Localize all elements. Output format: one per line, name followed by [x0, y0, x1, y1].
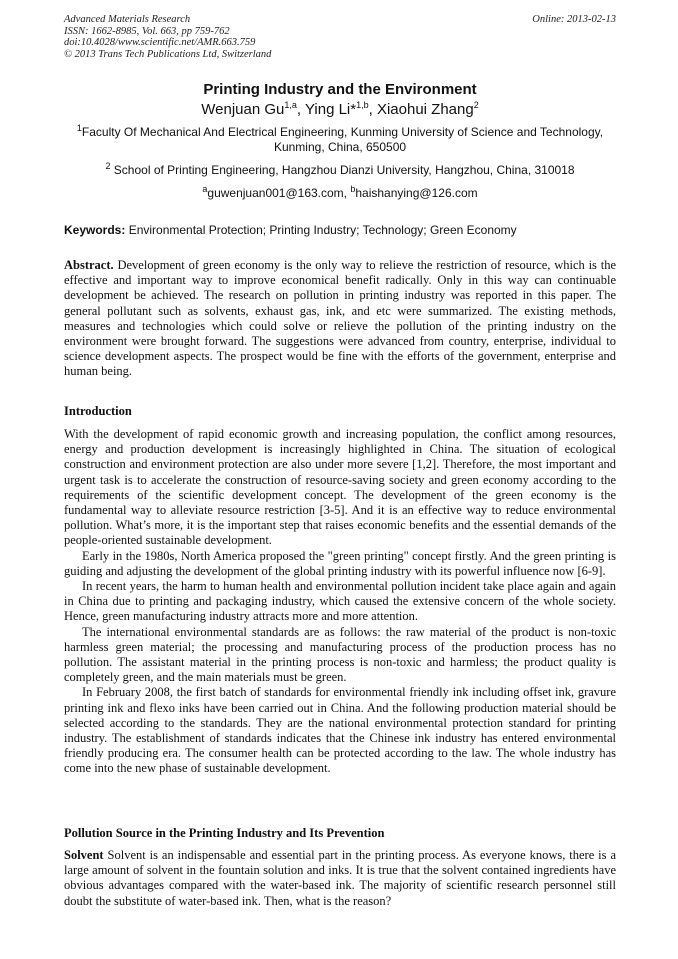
author-name: Wenjuan Gu — [201, 101, 285, 118]
author-name: Ying Li* — [304, 101, 357, 118]
online-date: Online: 2013-02-13 — [532, 14, 616, 25]
author-separator: , — [368, 101, 377, 118]
journal-issn: ISSN: 1662-8985, Vol. 663, pp 759-762 — [64, 25, 230, 37]
journal-copyright: © 2013 Trans Tech Publications Ltd, Switzerland — [64, 48, 272, 60]
affiliation-1 — [58, 125, 622, 155]
affiliation-mark: 1 — [76, 123, 82, 133]
keywords-text: Environmental Protection; Printing Industry; Technology; Green Economy — [125, 223, 517, 237]
email-mark: a — [202, 184, 208, 194]
affiliation-text: Faculty Of Mechanical And Electrical Engineering, Kunming University of Science and Technology, Kunming, China, 650500 — [81, 125, 604, 154]
keywords-label: Keywords: — [64, 223, 126, 237]
email-mark: b — [350, 184, 356, 194]
author-emails — [58, 186, 622, 201]
author-separator: , — [296, 101, 305, 118]
journal-name: Advanced Materials Research — [64, 14, 191, 25]
keywords — [64, 223, 616, 238]
author-affiliation-mark: 2 — [473, 100, 479, 110]
paragraph: In recent years, the harm to human health and environmental pollution incident take place again and again in China due to printing and packaging industry, which caused the extensive concern of the whole society. Hence, green manufacturing industry attracts more and more attention. — [64, 579, 616, 624]
journal-header — [64, 14, 616, 60]
author-affiliation-mark: 1,a — [284, 100, 297, 110]
solvent-text: Solvent is an indispensable and essential part in the printing process. As everyone knows, there is a large amount of solvent in the fountain solution and inks. It is true that the solvent contained ingredients have obvious advantages compared with the water-based ink. The majority of scientific research personnel still doubt the substitute of water-based ink. Then, what is the reason? — [64, 848, 616, 908]
abstract-label: Abstract. — [64, 258, 114, 272]
affiliation-mark: 2 — [105, 161, 111, 171]
title-block — [58, 81, 622, 201]
affiliation-text: School of Printing Engineering, Hangzhou Dianzi University, Hangzhou, China, 310018 — [110, 163, 575, 177]
email-link[interactable]: guwenjuan001@163.com — [207, 186, 344, 200]
email-separator: , — [343, 186, 351, 200]
email-link[interactable]: haishanying@126.com — [355, 186, 478, 200]
author-name: Xiaohui Zhang — [376, 101, 474, 118]
paragraph: Early in the 1980s, North America proposed the "green printing" concept firstly. And the green printing is guiding and adjusting the development of the global printing industry with its powerful influence now [6-9]. — [64, 548, 616, 578]
abstract — [64, 258, 616, 380]
section-heading-introduction: Introduction — [64, 404, 132, 418]
paragraph: In February 2008, the first batch of standards for environmental friendly ink including offset ink, gravure printing ink and flexo inks have been carried out in China. And the following production material should be selected according to the standards. They are the national environmental protection standard for printing industry. The establishment of standards indicates that the Chinese ink industry has entered environmental friendly producing era. The consumer health can be protected according to the law. The whole industry has come into the new phase of sustainable development. — [64, 685, 616, 776]
author-list — [58, 99, 622, 120]
author-affiliation-mark: 1,b — [356, 100, 369, 110]
abstract-text: Development of green economy is the only way to relieve the restriction of resource, which is the effective and important way to improve economical benefit radically. Only in this way can continuable development be achieved. The research on pollution in printing industry was reported in this paper. The general pollutant such as solvents, exhaust gas, ink, and etc were summarized. The existing methods, measures and technologies which could solve or relieve the pollution of the printing industry on the environment were brought forward. The suggestions were advanced from country, enterprise, individual to science development aspects. The prospect would be fine with the efforts of the government, enterprise and human being. — [64, 258, 616, 379]
section-heading-pollution: Pollution Source in the Printing Industry and Its Prevention — [64, 826, 385, 840]
paragraph: The international environmental standards are as follows: the raw material of the product is non-toxic harmless green material; the processing and manufacturing process of the production process has no pollution. The assistant material in the printing process is non-toxic and harmless; the product quality is completely green, and the main materials must be green. — [64, 624, 616, 685]
paper-title: Printing Industry and the Environment — [203, 81, 477, 98]
solvent-label: Solvent — [64, 848, 104, 862]
affiliation-2 — [58, 163, 622, 178]
solvent-paragraph — [64, 848, 616, 909]
introduction-body — [64, 427, 616, 777]
journal-doi: doi:10.4028/www.scientific.net/AMR.663.759 — [64, 37, 256, 49]
paragraph: With the development of rapid economic growth and increasing population, the conflict among resources, energy and production development is increasingly highlighted in China. The situation of ecological construction and environment protection are also under more severe [1,2]. Therefore, the most important and urgent task is to accelerate the construction of resource-saving society and green economy according to the requirements of the scientific development concept. The development of the green economy is the fundamental way to alleviate resource restriction [3-5]. And it is an effective way to reduce environmental pollution. What’s more, it is the important step that raises economic benefits and the essential demands of the people-oriented sustainable development. — [64, 427, 616, 548]
journal-info — [64, 14, 271, 60]
